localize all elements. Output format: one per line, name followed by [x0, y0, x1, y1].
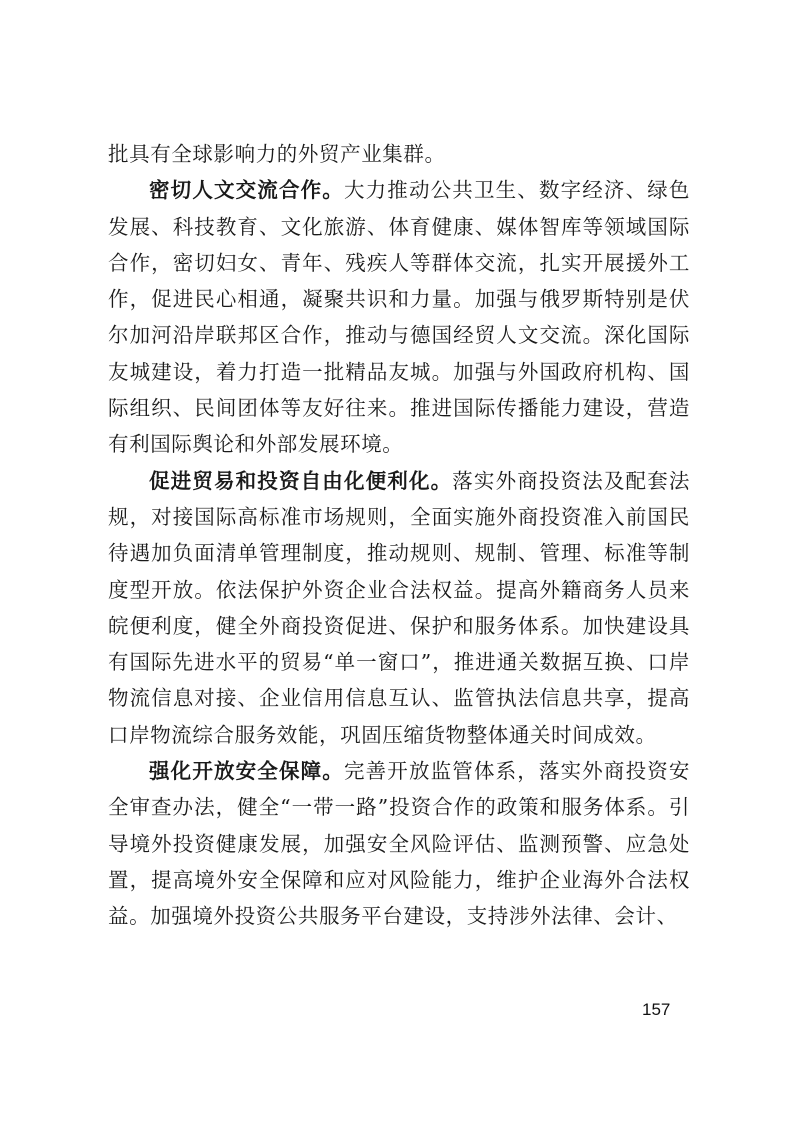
- document-body: [108, 136, 690, 935]
- paragraph-text: 完善开放监管体系，落实外商投资安全审查办法，健全“一带一路”投资合作的政策和服务体系。引 导境外投资健康发展，加强安全风险评估、监测预警、应急处 置，提高境外安全保障和应对风险能力，维护企业海外合法权 益。加强境外投资公共服务平台建设，支持涉外法律、会计、: [108, 759, 690, 929]
- page-number: 157: [642, 1000, 671, 1019]
- paragraph-heading: 强化开放安全保障。: [149, 759, 344, 784]
- paragraph-cultural-exchange: [108, 172, 690, 462]
- paragraph-text: 落实外商投资法及配套法规，对接国际高标准市场规则，全面实施外商投资准入前国民 待遇加负面清单管理制度，推动规则、规制、管理、标准等制 度型开放。依法保护外资企业合法权益。提高外籍商务人员来 皖便利度，健全外商投资促进、保护和服务体系。加快建设具 有国际先进水平的贸易“单一窗口”，推进通关数据互换、口岸 物流信息对接、企业信用信息互认、监管执法信息共享，提高 口岸物流综合服务效能，巩固压缩货物整体通关时间成效。: [108, 468, 690, 747]
- paragraph-text: 大力推动公共卫生、数字经济、绿色发展、科技教育、文化旅游、体育健康、媒体智库等领域国际 合作，密切妇女、青年、残疾人等群体交流，扎实开展援外工 作，促进民心相通，凝聚共识和力量。加强与俄罗斯特别是伏 尔加河沿岸联邦区合作，推动与德国经贸人文交流。深化国际 友城建设，着力打造一批精品友城。加强与外国政府机构、国 际组织、民间团体等友好往来。推进国际传播能力建设，营造 有利国际舆论和外部发展环境。: [108, 178, 690, 457]
- paragraph-heading: 促进贸易和投资自由化便利化。: [149, 468, 453, 493]
- paragraph-text: 批具有全球影响力的外贸产业集群。: [108, 142, 446, 166]
- paragraph-trade-investment: [108, 463, 690, 753]
- paragraph-heading: 密切人文交流合作。: [149, 178, 344, 203]
- paragraph-continuation: [108, 136, 690, 172]
- paragraph-security: [108, 753, 690, 934]
